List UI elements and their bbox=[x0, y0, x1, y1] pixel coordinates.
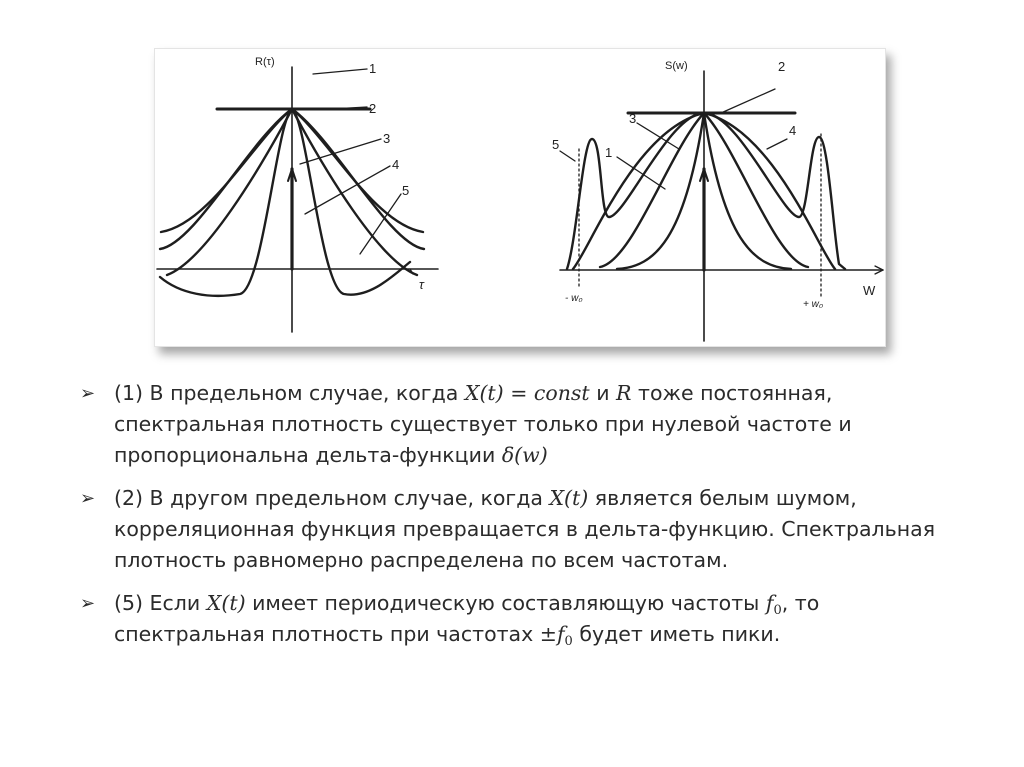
math-expression: f bbox=[765, 591, 774, 615]
math-operator: = bbox=[503, 381, 534, 405]
math-expression: f bbox=[556, 622, 565, 646]
left-label-2: 2 bbox=[369, 101, 377, 116]
left-label-5: 5 bbox=[402, 183, 410, 198]
bullet-text-2 bbox=[114, 483, 960, 576]
bullet-text-run: будет иметь пики. bbox=[572, 622, 781, 646]
math-operator: ± bbox=[539, 622, 557, 646]
right-x-label: W bbox=[863, 283, 876, 298]
bullet-text-run: является белым шумом, корреляционная функция превращается в дельта-функцию. Спектральная плотность равномерно распределена по всем частотам. bbox=[114, 486, 936, 572]
arrow-bullet-icon: ➢ bbox=[80, 593, 96, 614]
math-expression: X(t) bbox=[549, 486, 589, 510]
math-subscript: 0 bbox=[564, 634, 573, 649]
right-leader-5 bbox=[560, 151, 575, 161]
math-expression: δ(w) bbox=[501, 443, 548, 467]
right-curve-5 bbox=[567, 113, 845, 269]
math-expression: R bbox=[616, 381, 632, 405]
right-label-1: 1 bbox=[605, 145, 613, 160]
math-expression: X(t) bbox=[206, 591, 246, 615]
right-label-3: 3 bbox=[629, 111, 637, 126]
bullet-text-run: (5) Если bbox=[114, 591, 207, 615]
left-leader-1 bbox=[313, 69, 367, 74]
math-expression: const bbox=[533, 381, 590, 405]
arrow-bullet-icon: ➢ bbox=[80, 383, 96, 404]
right-label-2: 2 bbox=[778, 59, 786, 74]
bullet-text-run: , то спектральная плотность при частотах bbox=[114, 591, 820, 646]
left-x-label: τ bbox=[419, 277, 424, 292]
right-pos-tick: + w₀ bbox=[803, 299, 824, 310]
right-plot bbox=[560, 71, 883, 341]
bullet-text-run: имеет периодическую составляющую частоты bbox=[245, 591, 766, 615]
math-expression: X(t) bbox=[464, 381, 504, 405]
right-y-label: S(w) bbox=[665, 60, 688, 72]
bullet-text-run: (1) В предельном случае, когда bbox=[114, 381, 465, 405]
right-leader-4 bbox=[767, 139, 787, 149]
bullet-item-3 bbox=[80, 588, 960, 650]
right-label-5: 5 bbox=[552, 137, 560, 152]
left-label-3: 3 bbox=[383, 131, 391, 146]
bullet-text-run: и bbox=[589, 381, 617, 405]
math-subscript: 0 bbox=[773, 603, 782, 618]
bullet-text-run: (2) В другом предельном случае, когда bbox=[114, 486, 550, 510]
left-plot bbox=[157, 67, 438, 332]
left-label-4: 4 bbox=[392, 157, 400, 172]
bullet-item-2 bbox=[80, 483, 960, 576]
right-neg-tick: - w₀ bbox=[565, 293, 583, 304]
right-label-4: 4 bbox=[789, 123, 797, 138]
bullet-item-1 bbox=[80, 378, 960, 471]
bullet-text-run: тоже постоянная, спектральная плотность существует только при нулевой частоте и пропорциональна дельта-функции bbox=[114, 381, 852, 467]
figure-image bbox=[154, 48, 886, 347]
right-leader-2 bbox=[721, 89, 775, 113]
bullet-text-3 bbox=[114, 588, 960, 650]
left-y-label: R(τ) bbox=[255, 56, 275, 68]
right-leader-1 bbox=[617, 157, 665, 189]
figure-svg bbox=[155, 49, 885, 346]
left-label-1: 1 bbox=[369, 61, 377, 76]
bullet-list bbox=[80, 378, 960, 662]
bullet-text-1 bbox=[114, 378, 960, 471]
arrow-bullet-icon: ➢ bbox=[80, 488, 96, 509]
